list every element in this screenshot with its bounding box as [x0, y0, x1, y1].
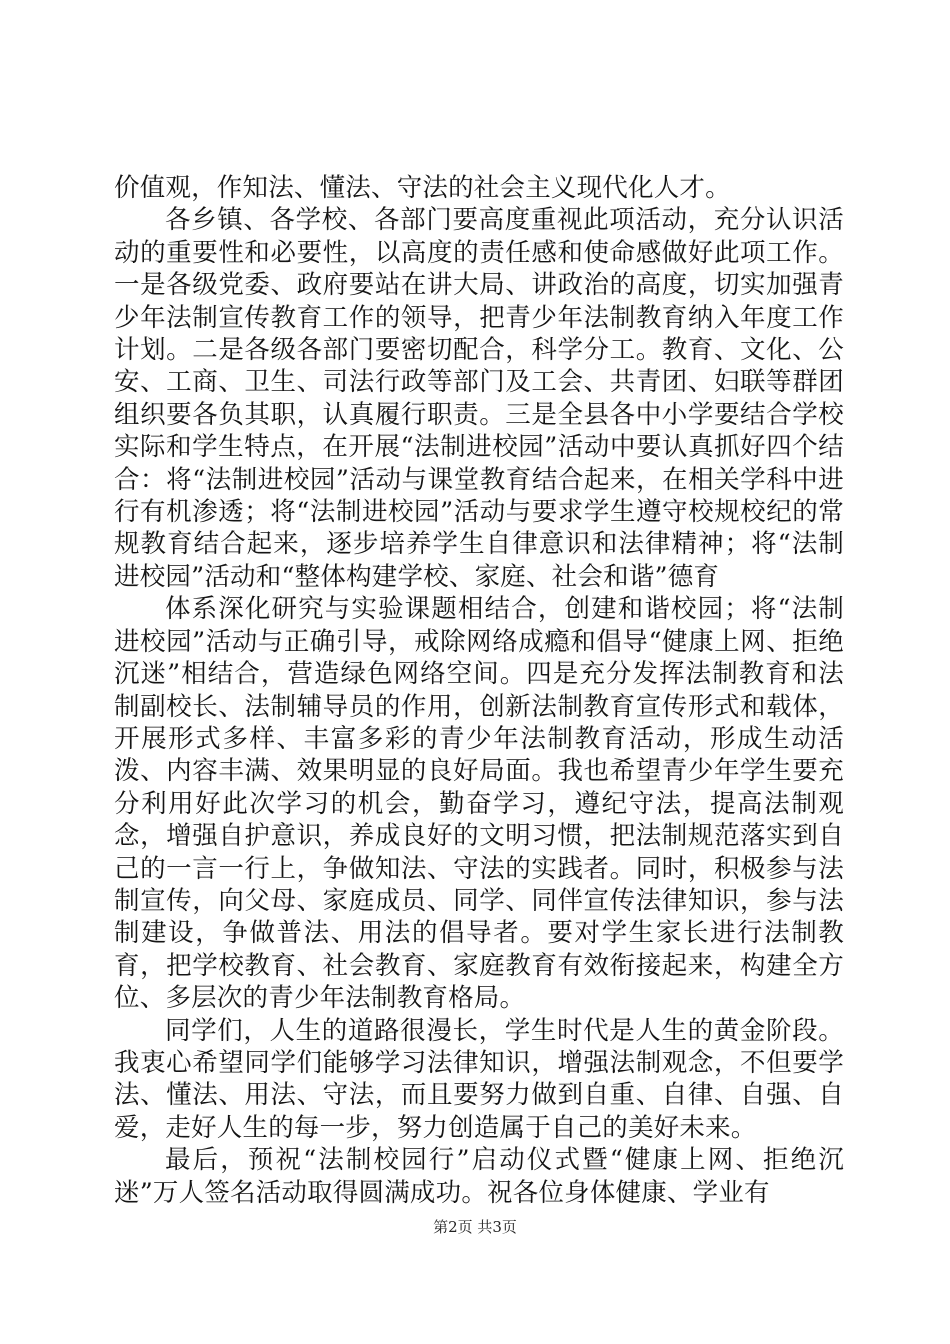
- paragraph-5: 最后，预祝“法制校园行”启动仪式暨“健康上网、拒绝沉迷”万人签名活动取得圆满成功。祝各位身体健康、学业有: [114, 1145, 844, 1208]
- document-body: [114, 172, 844, 1209]
- paragraph-2: 各乡镇、各学校、各部门要高度重视此项活动，充分认识活动的重要性和必要性，以高度的责任感和使命感做好此项工作。一是各级党委、政府要站在讲大局、讲政治的高度，切实加强青少年法制宣传教育工作的领导，把青少年法制教育纳入年度工作计划。二是各级各部门要密切配合，科学分工。教育、文化、公安、工商、卫生、司法行政等部门及工会、共青团、妇联等群团组织要各负其职，认真履行职责。三是全县各中小学要结合学校实际和学生特点，在开展“法制进校园”活动中要认真抓好四个结合：将“法制进校园”活动与课堂教育结合起来，在相关学科中进行有机渗透；将“法制进校园”活动与要求学生遵守校规校纪的常规教育结合起来，逐步培养学生自律意识和法律精神；将“法制进校园”活动和“整体构建学校、家庭、社会和谐”德育: [114, 205, 844, 592]
- paragraph-3: 体系深化研究与实验课题相结合，创建和谐校园；将“法制进校园”活动与正确引导，戒除网络成瘾和倡导“健康上网、拒绝沉迷”相结合，营造绿色网络空间。四是充分发挥法制教育和法制副校长、法制辅导员的作用，创新法制教育宣传形式和载体，开展形式多样、丰富多彩的青少年法制教育活动，形成生动活泼、内容丰满、效果明显的良好局面。我也希望青少年学生要充分利用好此次学习的机会，勤奋学习，遵纪守法，提高法制观念，增强自护意识，养成良好的文明习惯，把法制规范落实到自己的一言一行上，争做知法、守法的实践者。同时，积极参与法制宣传，向父母、家庭成员、同学、同伴宣传法律知识，参与法制建设，争做普法、用法的倡导者。要对学生家长进行法制教育，把学校教育、社会教育、家庭教育有效衔接起来，构建全方位、多层次的青少年法制教育格局。: [114, 594, 844, 1014]
- paragraph-1: 价值观，作知法、懂法、守法的社会主义现代化人才。: [114, 173, 731, 203]
- paragraph-4: 同学们，人生的道路很漫长，学生时代是人生的黄金阶段。我衷心希望同学们能够学习法律知识，增强法制观念，不但要学法、懂法、用法、守法，而且要努力做到自重、自律、自强、自爱，走好人生的每一步，努力创造属于自己的美好未来。: [114, 1015, 844, 1143]
- page-number-footer: 第2页 共3页: [433, 1218, 517, 1236]
